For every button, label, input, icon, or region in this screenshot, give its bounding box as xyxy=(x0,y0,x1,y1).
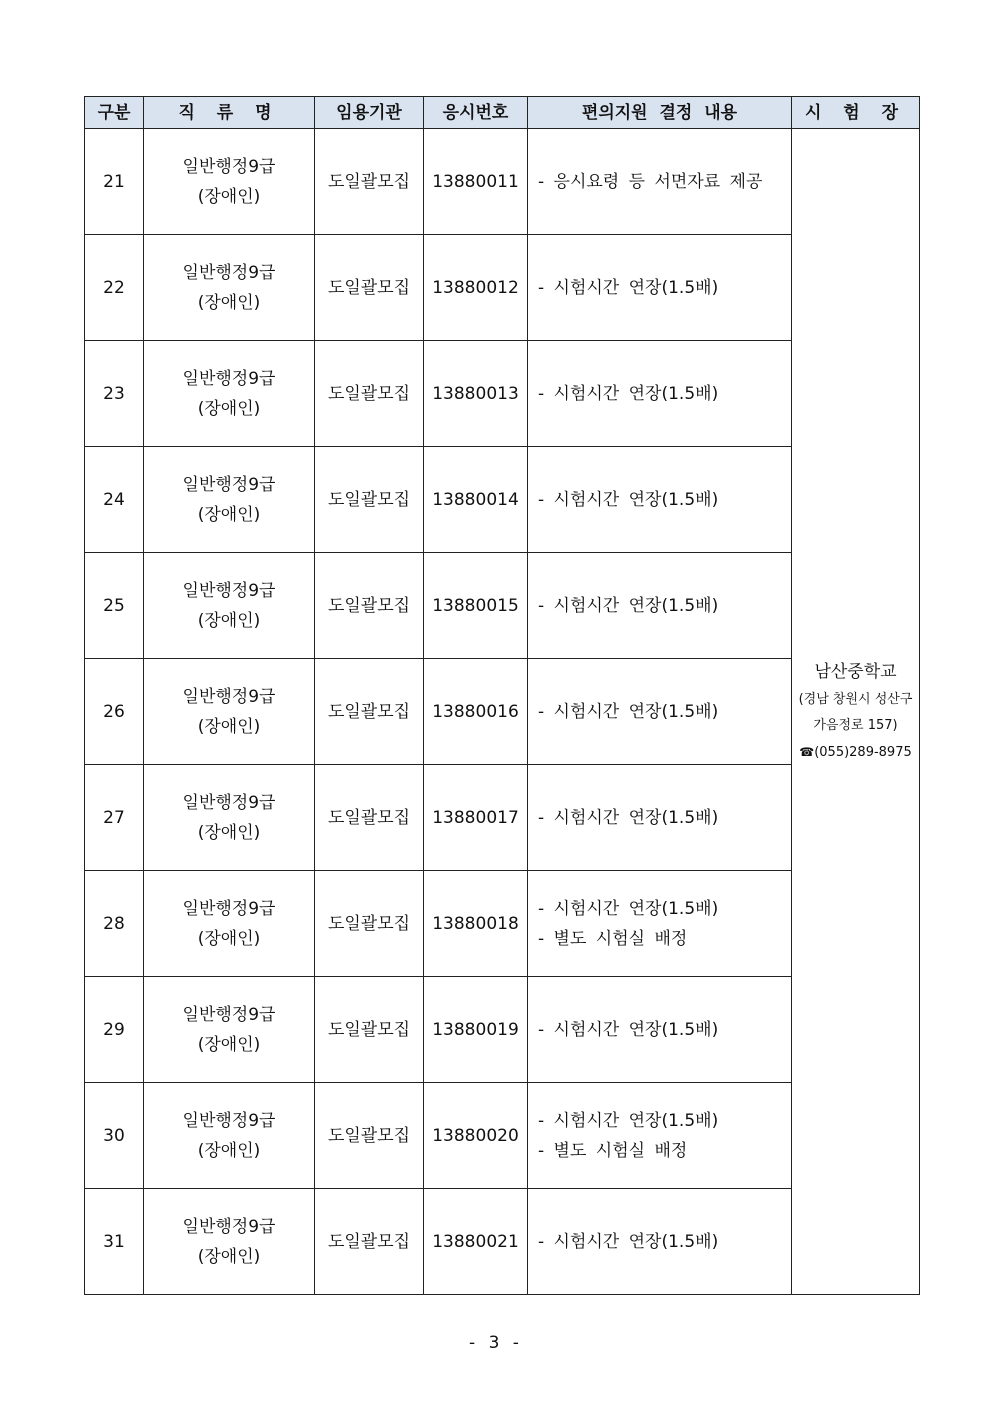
job-title: 일반행정9급 xyxy=(182,262,276,283)
cell-accommodation xyxy=(528,341,792,447)
table-header-row xyxy=(85,97,920,129)
cell-accommodation xyxy=(528,659,792,765)
accommodation-item: - 시험시간 연장(1.5배) xyxy=(538,807,719,828)
cell-agency: 도일괄모집 xyxy=(315,1189,424,1295)
venue-phone-line xyxy=(792,739,919,766)
cell-job xyxy=(144,977,315,1083)
accommodation-item: - 시험시간 연장(1.5배) xyxy=(538,383,719,404)
job-category: (장애인) xyxy=(197,1140,261,1161)
header-accommodation xyxy=(528,97,792,129)
cell-exam-no: 13880013 xyxy=(424,341,528,447)
job-category: (장애인) xyxy=(197,716,261,737)
cell-job xyxy=(144,659,315,765)
job-category: (장애인) xyxy=(197,398,261,419)
header-job: 직 류 명 xyxy=(144,97,315,129)
job-category: (장애인) xyxy=(197,822,261,843)
cell-accommodation xyxy=(528,129,792,235)
cell-job xyxy=(144,871,315,977)
accommodation-item: - 시험시간 연장(1.5배) xyxy=(538,277,719,298)
job-title: 일반행정9급 xyxy=(182,1110,276,1131)
page-number: - 3 - xyxy=(469,1333,523,1353)
venue-address-line1: (경남 창원시 성산구 xyxy=(798,692,913,707)
accommodation-item: - 시험시간 연장(1.5배) xyxy=(538,701,719,722)
cell-no: 28 xyxy=(85,871,144,977)
cell-agency: 도일괄모집 xyxy=(315,871,424,977)
accommodation-item: - 시험시간 연장(1.5배) xyxy=(538,898,719,919)
cell-agency: 도일괄모집 xyxy=(315,129,424,235)
table-body xyxy=(85,129,920,1295)
cell-exam-no: 13880015 xyxy=(424,553,528,659)
cell-no: 29 xyxy=(85,977,144,1083)
job-category: (장애인) xyxy=(197,1034,261,1055)
accommodation-item: - 시험시간 연장(1.5배) xyxy=(538,1019,719,1040)
cell-agency: 도일괄모집 xyxy=(315,447,424,553)
job-category: (장애인) xyxy=(197,292,261,313)
job-title: 일반행정9급 xyxy=(182,1216,276,1237)
cell-agency: 도일괄모집 xyxy=(315,1083,424,1189)
cell-exam-no: 13880014 xyxy=(424,447,528,553)
cell-no: 23 xyxy=(85,341,144,447)
cell-no: 24 xyxy=(85,447,144,553)
cell-agency: 도일괄모집 xyxy=(315,341,424,447)
cell-exam-no: 13880012 xyxy=(424,235,528,341)
accommodation-item: - 별도 시험실 배정 xyxy=(538,928,688,949)
cell-no: 26 xyxy=(85,659,144,765)
cell-exam-no: 13880018 xyxy=(424,871,528,977)
cell-agency: 도일괄모집 xyxy=(315,765,424,871)
cell-job xyxy=(144,129,315,235)
table-row xyxy=(85,129,920,235)
job-title: 일반행정9급 xyxy=(182,898,276,919)
job-title: 일반행정9급 xyxy=(182,792,276,813)
cell-job xyxy=(144,447,315,553)
cell-accommodation xyxy=(528,977,792,1083)
cell-job xyxy=(144,1083,315,1189)
cell-no: 31 xyxy=(85,1189,144,1295)
accommodation-item: - 응시요령 등 서면자료 제공 xyxy=(538,171,763,192)
cell-accommodation xyxy=(528,765,792,871)
cell-job xyxy=(144,765,315,871)
job-category: (장애인) xyxy=(197,928,261,949)
venue-address-line2: 가음정로 157) xyxy=(813,718,898,733)
cell-no: 25 xyxy=(85,553,144,659)
job-title: 일반행정9급 xyxy=(182,368,276,389)
venue-phone: (055)289-8975 xyxy=(814,745,912,760)
cell-no: 27 xyxy=(85,765,144,871)
accommodation-item: - 시험시간 연장(1.5배) xyxy=(538,1110,719,1131)
cell-job xyxy=(144,1189,315,1295)
cell-job xyxy=(144,341,315,447)
header-accommodation-label: 편의지원 결정 내용 xyxy=(581,102,738,123)
cell-exam-no: 13880017 xyxy=(424,765,528,871)
cell-exam-no: 13880011 xyxy=(424,129,528,235)
phone-icon: ☎ xyxy=(799,745,815,759)
cell-agency: 도일괄모집 xyxy=(315,553,424,659)
job-category: (장애인) xyxy=(197,610,261,631)
cell-exam-no: 13880019 xyxy=(424,977,528,1083)
cell-venue xyxy=(792,129,920,1295)
job-title: 일반행정9급 xyxy=(182,474,276,495)
job-title: 일반행정9급 xyxy=(182,580,276,601)
accommodation-item: - 시험시간 연장(1.5배) xyxy=(538,489,719,510)
cell-accommodation xyxy=(528,1189,792,1295)
cell-accommodation xyxy=(528,235,792,341)
job-category: (장애인) xyxy=(197,1246,261,1267)
job-title: 일반행정9급 xyxy=(182,1004,276,1025)
cell-exam-no: 13880016 xyxy=(424,659,528,765)
cell-job xyxy=(144,235,315,341)
cell-agency: 도일괄모집 xyxy=(315,235,424,341)
cell-exam-no: 13880020 xyxy=(424,1083,528,1189)
header-agency: 임용기관 xyxy=(315,97,424,129)
accommodation-table xyxy=(84,96,920,1295)
accommodation-item: - 시험시간 연장(1.5배) xyxy=(538,595,719,616)
cell-no: 21 xyxy=(85,129,144,235)
cell-accommodation xyxy=(528,447,792,553)
header-venue: 시 험 장 xyxy=(792,97,920,129)
cell-agency: 도일괄모집 xyxy=(315,659,424,765)
cell-accommodation xyxy=(528,1083,792,1189)
cell-agency: 도일괄모집 xyxy=(315,977,424,1083)
cell-no: 30 xyxy=(85,1083,144,1189)
accommodation-item: - 시험시간 연장(1.5배) xyxy=(538,1231,719,1252)
job-category: (장애인) xyxy=(197,504,261,525)
job-title: 일반행정9급 xyxy=(182,156,276,177)
cell-no: 22 xyxy=(85,235,144,341)
header-no: 구분 xyxy=(85,97,144,129)
job-title: 일반행정9급 xyxy=(182,686,276,707)
cell-exam-no: 13880021 xyxy=(424,1189,528,1295)
cell-accommodation xyxy=(528,871,792,977)
venue-name: 남산중학교 xyxy=(814,662,897,682)
cell-accommodation xyxy=(528,553,792,659)
accommodation-item: - 별도 시험실 배정 xyxy=(538,1140,688,1161)
cell-job xyxy=(144,553,315,659)
header-exam-no: 응시번호 xyxy=(424,97,528,129)
job-category: (장애인) xyxy=(197,186,261,207)
